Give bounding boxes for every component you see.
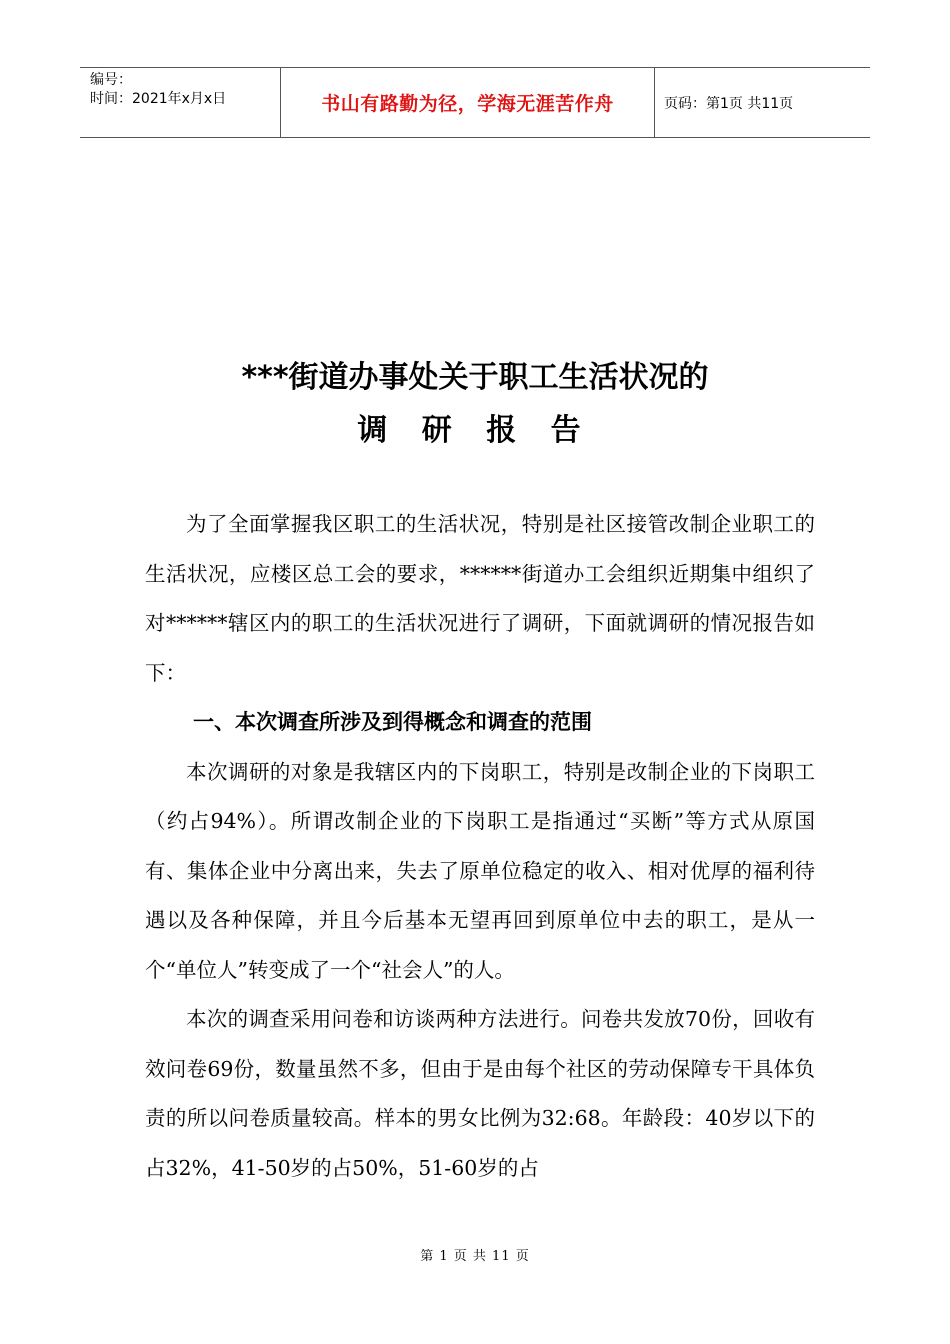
header-motto: 书山有路勤为径，学海无涯苦作舟	[281, 68, 655, 137]
document-title-line1: ***街道办事处关于职工生活状况的	[241, 360, 709, 395]
page-header	[80, 67, 870, 138]
page-footer: 第 1 页 共 11 页	[420, 1249, 530, 1264]
section1-heading: 一、本次调查所涉及到得概念和调查的范围	[193, 710, 592, 734]
number-label: 编号：	[90, 72, 132, 88]
section1-paragraph1: 本次调研的对象是我辖区内的下岗职工，特别是改制企业的下岗职工（约占94%）。所谓改制企业的下岗职工是指通过“买断”等方式从原国有、集体企业中分离出来，失去了原单位稳定的收入、相对优厚的福利待遇以及各种保障，并且今后基本无望再回到原单位中去的职工，是从一个“单位人”转变成了一个“社会人”的人。	[145, 759, 815, 982]
section1-paragraph2: 本次的调查采用问卷和访谈两种方法进行。问卷共发放70份，回收有效问卷69份，数量虽然不多，但由于是由每个社区的劳动保障专干具体负责的所以问卷质量较高。样本的男女比例为32:68。年龄段：40岁以下的占32%，41-50岁的占50%，51-60岁的占	[145, 1007, 815, 1180]
intro-paragraph: 为了全面掌握我区职工的生活状况，特别是社区接管改制企业职工的生活状况，应楼区总工会的要求，******街道办工会组织近期集中组织了对******辖区内的职工的生活状况进行了调研，下面就调研的情况报告如下：	[145, 512, 815, 685]
date-label: 时间：2021年x月x日	[90, 91, 227, 107]
document-title-line2: 调 研 报 告	[357, 413, 593, 448]
header-meta	[80, 68, 281, 137]
header-page-info: 页码：第1页 共11页	[664, 95, 794, 112]
document-body	[145, 500, 815, 1193]
